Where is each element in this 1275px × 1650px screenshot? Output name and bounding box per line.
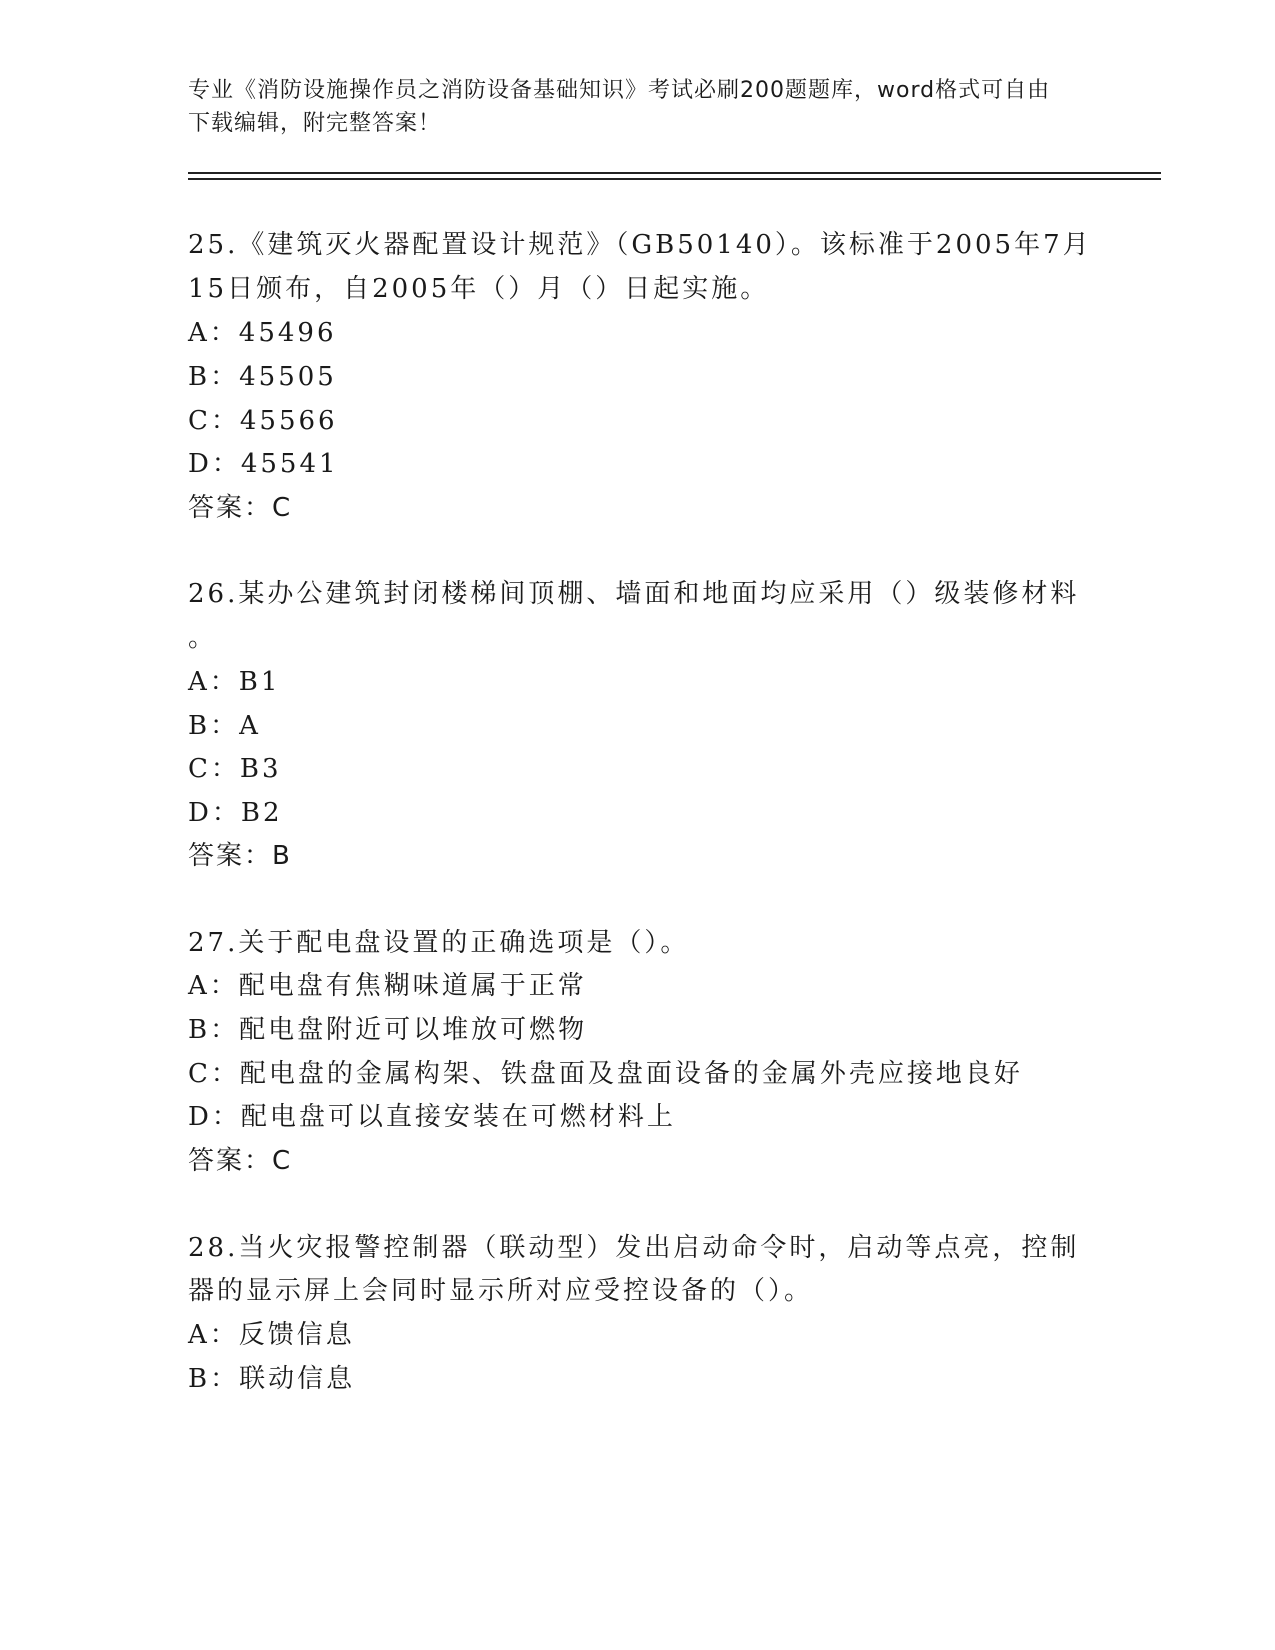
question-text-line: 。 — [188, 623, 218, 653]
option-a: A：B1 — [188, 667, 281, 697]
header-rule-top — [188, 172, 1161, 174]
question-text-line: 27.关于配电盘设置的正确选项是（）。 — [188, 928, 690, 958]
option-d: D：B2 — [188, 798, 283, 828]
option-b: B：A — [188, 711, 261, 741]
option-c: C：配电盘的金属构架、铁盘面及盘面设备的金属外壳应接地良好 — [188, 1059, 1023, 1089]
option-d: D：45541 — [188, 449, 339, 479]
option-a: A：反馈信息 — [188, 1320, 355, 1350]
question-text-line: 25.《建筑灭火器配置设计规范》（GB50140）。该标准于2005年7月 — [188, 230, 1092, 260]
option-b: B：45505 — [188, 362, 337, 392]
option-a: A：45496 — [188, 318, 337, 348]
option-a: A：配电盘有焦糊味道属于正常 — [188, 971, 587, 1001]
question-text-line: 26.某办公建筑封闭楼梯间顶棚、墙面和地面均应采用（）级装修材料 — [188, 579, 1080, 609]
option-b: B：联动信息 — [188, 1364, 356, 1394]
question-text-line: 28.当火灾报警控制器（联动型）发出启动命令时，启动等点亮，控制 — [188, 1233, 1080, 1263]
header-rule-bottom — [188, 178, 1161, 180]
question-text-line: 15日颁布，自2005年（）月（）日起实施。 — [188, 274, 770, 304]
answer-label: 答案：C — [188, 1146, 293, 1176]
document-header: 专业《消防设施操作员之消防设备基础知识》考试必刷200题题库，word格式可自由下载编辑，附完整答案！ — [188, 78, 1051, 136]
option-b: B：配电盘附近可以堆放可燃物 — [188, 1015, 588, 1045]
option-d: D：配电盘可以直接安装在可燃材料上 — [188, 1102, 676, 1132]
answer-label: 答案：B — [188, 841, 292, 871]
option-c: C：45566 — [188, 406, 338, 436]
question-text-line: 器的显示屏上会同时显示所对应受控设备的（）。 — [188, 1276, 814, 1306]
option-c: C：B3 — [188, 754, 282, 784]
answer-label: 答案：C — [188, 493, 293, 523]
